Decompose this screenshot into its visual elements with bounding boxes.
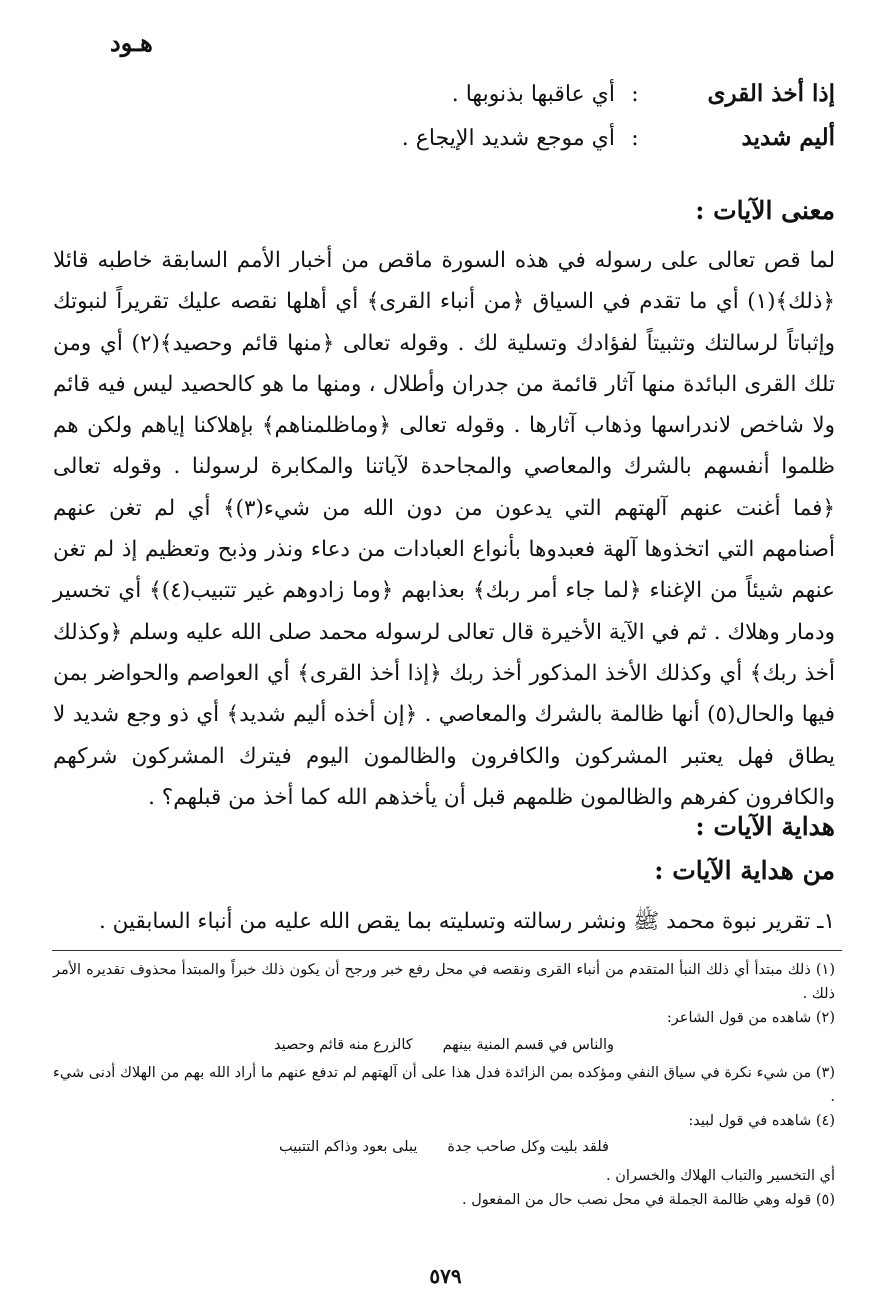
vocabulary-separator: : (631, 126, 639, 151)
footnote-2: (٢) شاهده من قول الشاعر: (666, 1010, 835, 1027)
verse-hemistich-first: فلقد بليت وكل صاحب جدة (447, 1139, 609, 1156)
guidance-point: ١ـ تقرير نبوة محمد ﷺ ونشر رسالته وتسليته بما يقص الله عليه من أنباء السابقين . (98, 909, 835, 934)
surah-title: هـود (110, 28, 153, 57)
vocabulary-row (55, 124, 835, 168)
poetry-verse (53, 1033, 835, 1057)
meaning-paragraph: لما قص تعالى على رسوله في هذه السورة ماقص من أخبار الأمم السابقة خاطبه قائلا ﴿ذلك﴾(١) أي ما تقدم في السياق ﴿من أنباء القرى﴾ أي أهلها نقصه عليك تقريراً لنبوتك وإثباتاً لرسالتك وتثبيتاً لفؤادك وتسلية لك . وقوله تعالى ﴿منها قائم وحصيد﴾(٢) أي ومن تلك القرى البائدة منها آثار قائمة من جدران وأطلال ، ومنها ما هو كالحصيد ليس فيه قائم ولا شاخص لاندراسها وذهاب آثارها . وقوله تعالى ﴿وماظلمناهم﴾ بإهلاكنا إياهم ولكن هم ظلموا أنفسهم بالشرك والمعاصي والمجاحدة لآياتنا والمكابرة لرسولنا . وقوله تعالى ﴿فما أغنت عنهم آلهتهم التي يدعون من دون الله من شيء(٣)﴾ أي لم تغن عنهم أصنامهم التي اتخذوها آلهة فعبدوها بأنواع العبادات من دعاء ونذر وذبح وتعظيم إذ لم تغن عنهم شيئاً من الإغناء ﴿لما جاء أمر ربك﴾ بعذابهم ﴿وما زادوهم غير تتبيب(٤)﴾ أي تخسير ودمار وهلاك . ثم في الآية الأخيرة قال تعالى لرسوله محمد صلى الله عليه وسلم ﴿وكذلك أخذ ربك﴾ أي وكذلك الأخذ المذكور أخذ ربك ﴿إذا أخذ القرى﴾ أي العواصم والحواضر بمن فيها والحال(٥) أنها ظالمة بالشرك والمعاصي . ﴿إن أخذه أليم شديد﴾ أي ذو وجع شديد لا يطاق فهل يعتبر المشركون والكافرون والظالمون اليوم فيترك المشركون شركهم والكافرون كفرهم والظالمون ظلمهم قبل أن يأخذهم الله كما أخذ من قبلهم؟ . (53, 248, 835, 810)
meaning-body (53, 240, 835, 818)
vocabulary-term: أليم شديد (741, 124, 835, 151)
footnote-1: (١) ذلك مبتدأ أي ذلك النبأ المتقدم من أنباء القرى ونقصه في محل رفع خبر ورجح أن يكون ذلك خبراً والمبتدأ محذوف تقديره الأمر ذلك . (53, 962, 835, 1003)
vocabulary-separator: : (631, 82, 639, 107)
footnote-4-explanation: أي التخسير والتباب الهلاك والخسران . (606, 1167, 835, 1184)
footnote-3: (٣) من شيء نكرة في سياق النفي ومؤكده بمن الزائدة فدل هذا على أن آلهتهم لم تدفع عنهم ما أراد الله بهم من الهلاك أدنى شيء . (53, 1064, 835, 1106)
verse-hemistich-first: والناس في قسم المنية بينهم (442, 1036, 615, 1053)
page-number: ٥٧٩ (429, 1264, 462, 1288)
poetry-verse (53, 1135, 835, 1159)
guidance-subheading: من هداية الآيات : (654, 856, 835, 885)
footnote-divider (52, 950, 842, 951)
guidance-heading: هداية الآيات : (695, 812, 835, 841)
footnote-5: (٥) قوله وهي ظالمة الجملة في محل نصب حال من المفعول . (462, 1191, 835, 1208)
verse-hemistich-second: كالزرع منه قائم وحصيد (273, 1036, 413, 1053)
footnotes (53, 958, 835, 1212)
footnote-4: (٤) شاهده في قول لبيد: (688, 1113, 835, 1130)
vocabulary-term: إذا أخذ القرى (707, 80, 835, 107)
verse-hemistich-second: يبلى بعود وذاكم التتبيب (279, 1139, 418, 1156)
vocabulary-list (55, 80, 835, 168)
vocabulary-definition: أي عاقبها بذنوبها . (451, 82, 615, 107)
vocabulary-row (55, 80, 835, 124)
vocabulary-definition: أي موجع شديد الإيجاع . (401, 126, 615, 151)
meaning-heading: معنى الآيات : (695, 196, 835, 225)
